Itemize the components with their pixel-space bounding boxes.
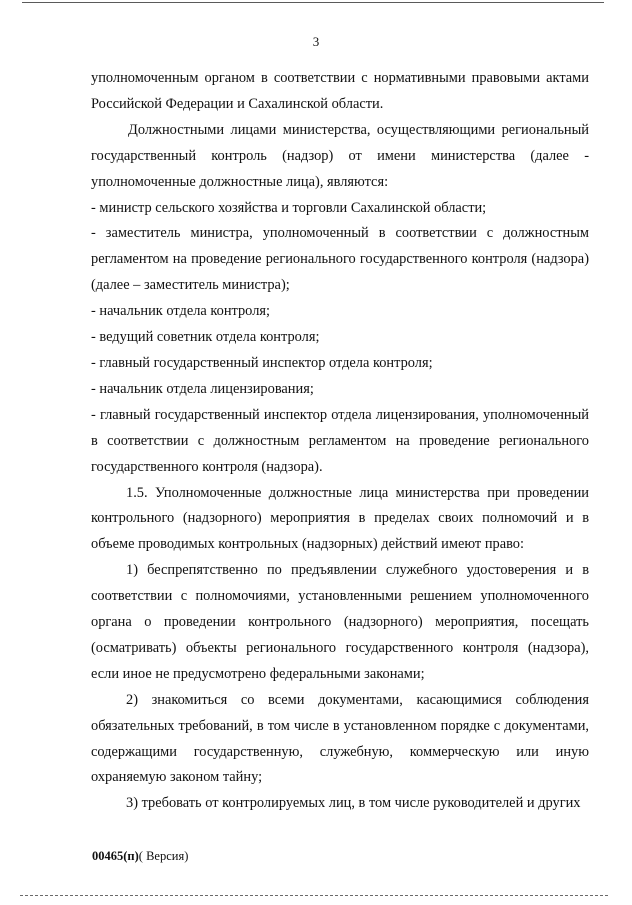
top-scan-rule	[22, 2, 604, 3]
footer-version: ( Версия)	[138, 849, 189, 863]
list-item-deputy-minister: - заместитель министра, уполномоченный в соответствии с должностным регламентом на проведение регионального государственного контроля (надзора) (далее – заместитель министра);	[91, 225, 589, 294]
list-item-minister: - министр сельского хозяйства и торговли Сахалинской области;	[91, 199, 487, 216]
document-body	[91, 66, 589, 817]
document-footer	[92, 848, 188, 864]
paragraph-right-2: 2) знакомиться со всеми документами, касающимися соблюдения обязательных требований, в том числе в установленном порядке с документами, содержащими государственную, служебную, коммерческую или иную охраняемую законом тайну;	[91, 691, 589, 786]
paragraph-clause-1-5: 1.5. Уполномоченные должностные лица министерства при проведении контрольного (надзорного) мероприятия в пределах своих полномочий и в объеме проводимых контрольных (надзорных) действий имеют право:	[91, 484, 589, 553]
list-item-head-licensing: - начальник отдела лицензирования;	[91, 380, 314, 397]
page-number: 3	[312, 34, 320, 49]
paragraph-officials-intro: Должностными лицами министерства, осуществляющими региональный государственный контроль (надзор) от имени министерства (далее - уполномоченные должностные лица), являются:	[91, 121, 589, 190]
bottom-scan-rule	[20, 895, 608, 896]
paragraph-right-3: 3) требовать от контролируемых лиц, в том числе руководителей и других	[126, 795, 581, 812]
list-item-head-control: - начальник отдела контроля;	[91, 303, 270, 320]
paragraph-continuation: уполномоченным органом в соответствии с нормативными правовыми актами Российской Федерации и Сахалинской области.	[91, 70, 589, 112]
paragraph-right-1: 1) беспрепятственно по предъявлении служебного удостоверения и в соответствии с полномочиями, установленными решением уполномоченного органа о проведении контрольного (надзорного) мероприятия, посещать (осматривать) объекты регионального государственного контроля (надзора), если иное не предусмотрено федеральными законами;	[91, 562, 589, 682]
footer-document-code: 00465(п)	[92, 849, 139, 863]
list-item-chief-inspector-control: - главный государственный инспектор отдела контроля;	[91, 354, 433, 371]
list-item-lead-advisor: - ведущий советник отдела контроля;	[91, 329, 320, 346]
list-item-chief-inspector-licensing: - главный государственный инспектор отдела лицензирования, уполномоченный в соответствии с должностным регламентом на проведение регионального государственного контроля (надзора).	[91, 406, 589, 475]
